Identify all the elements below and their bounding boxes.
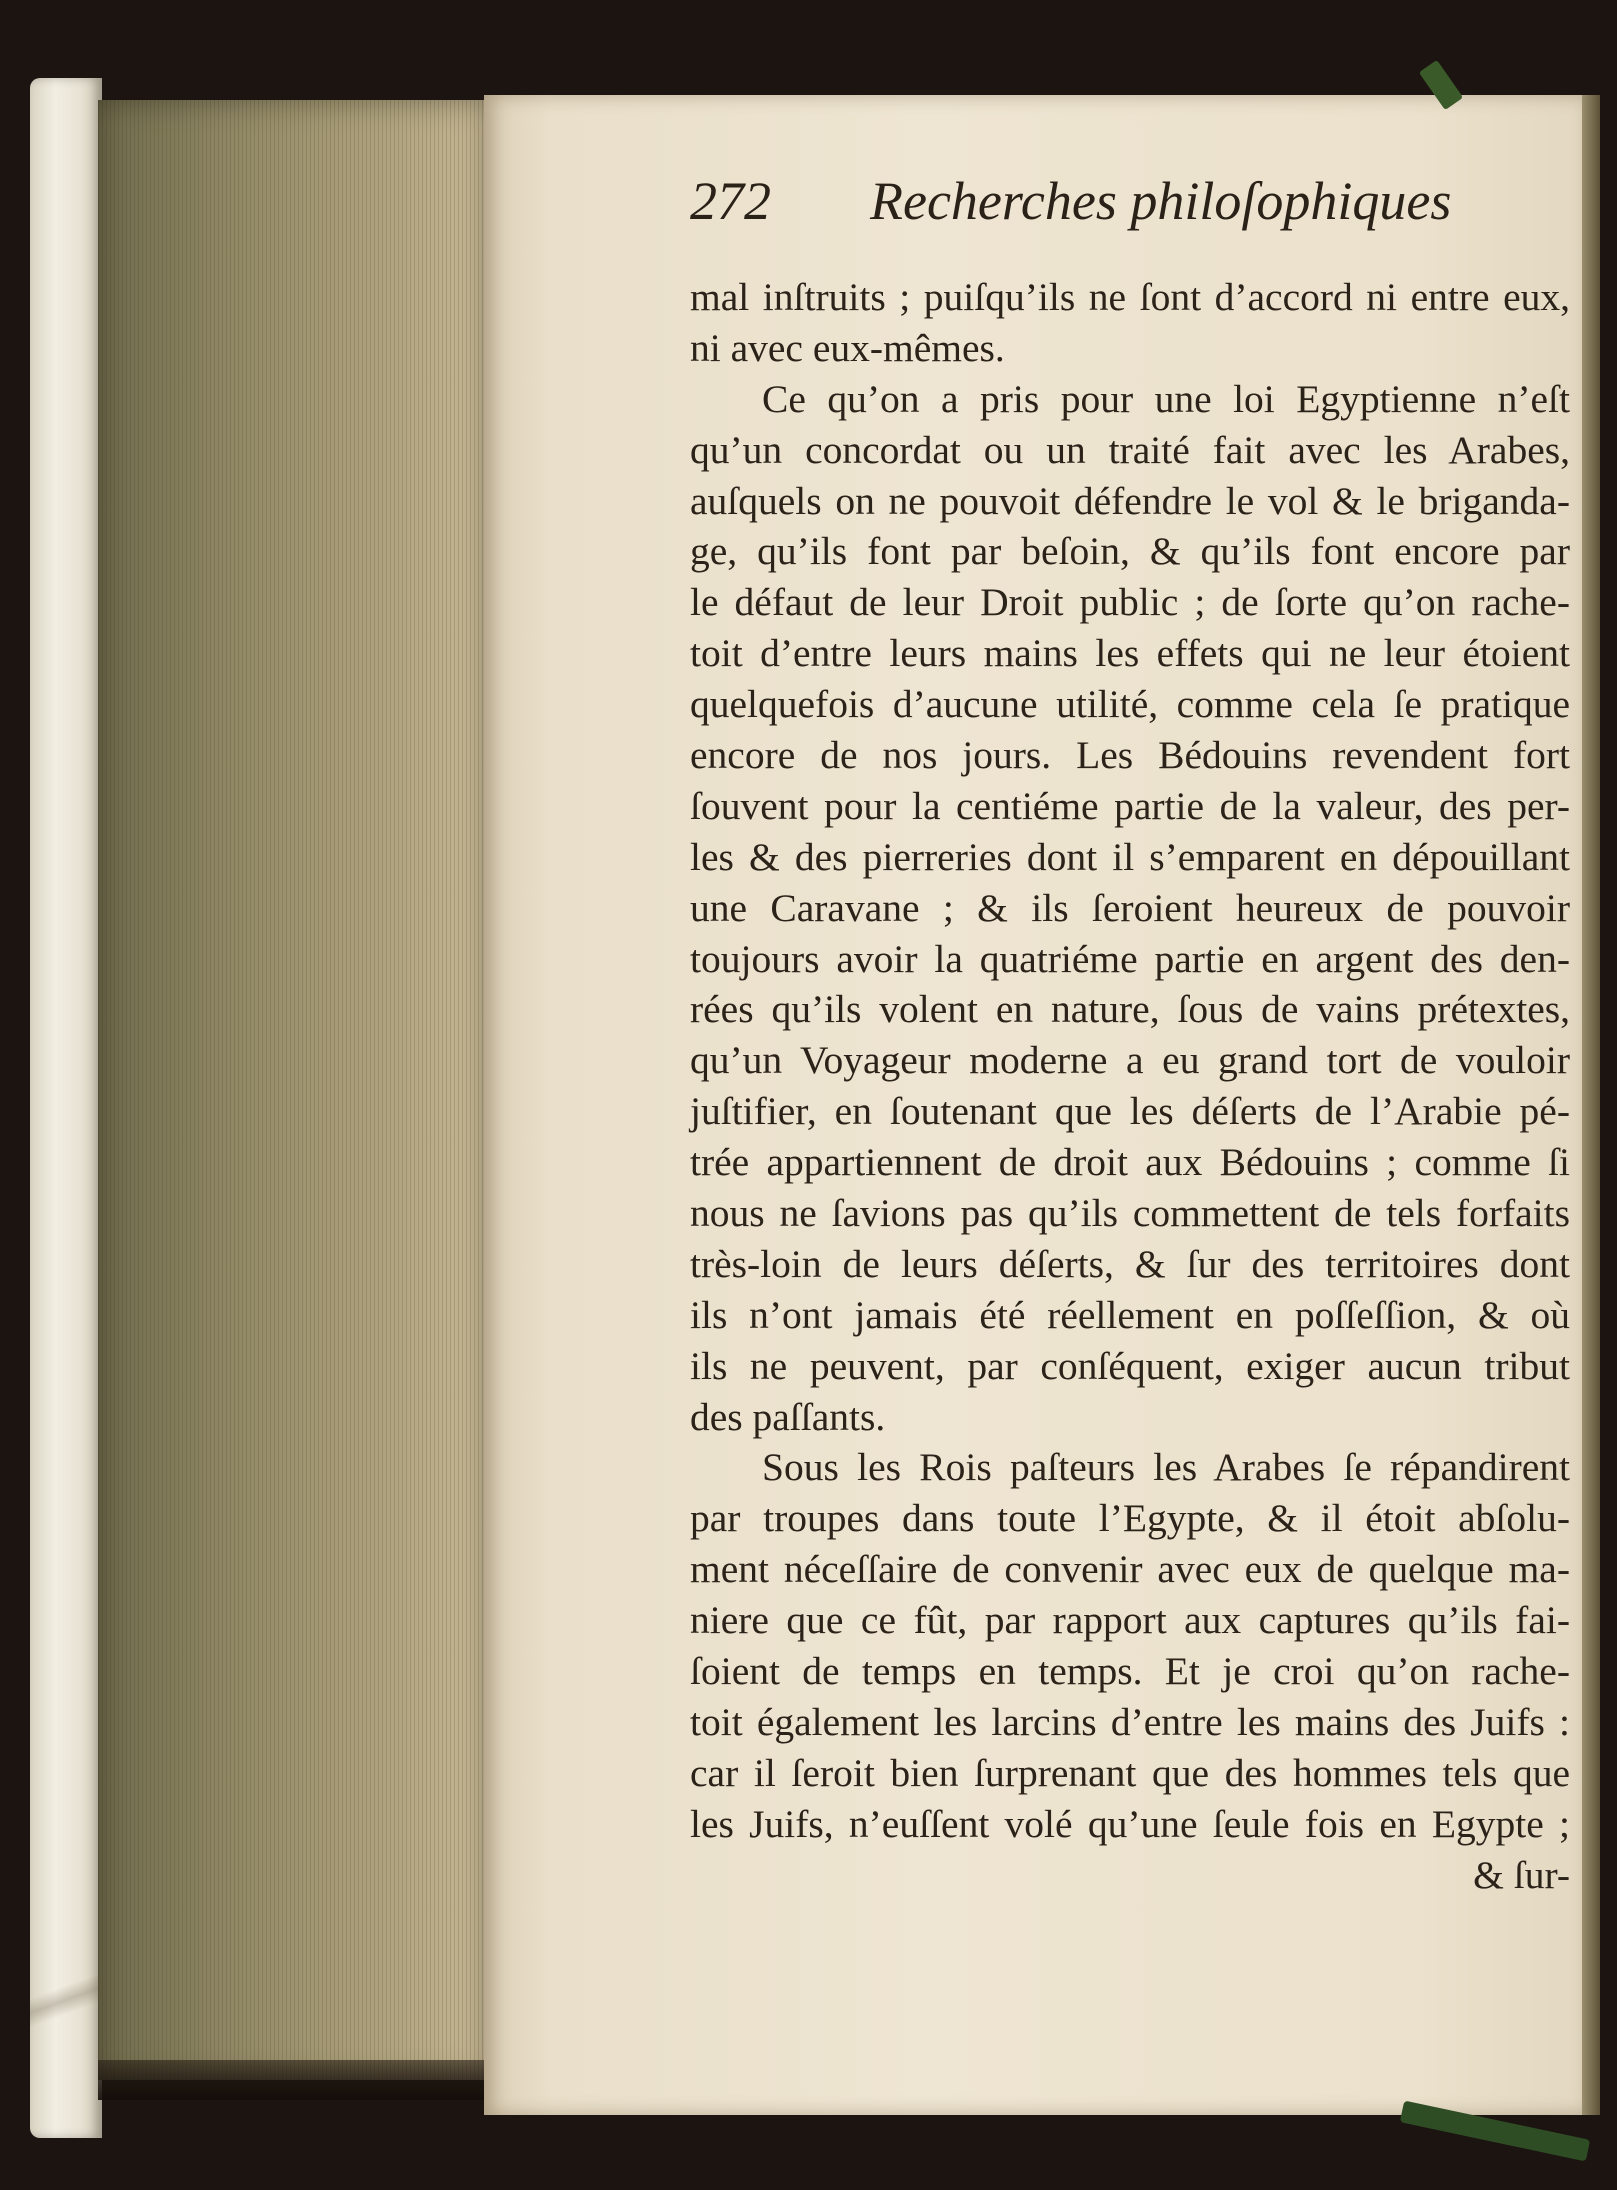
text-line: rées qu’ils volent en nature, ſous de vains prétextes, <box>690 987 1570 1032</box>
catchword: & ſur- <box>1473 1852 1570 1897</box>
text-line: ſouvent pour la centiéme partie de la valeur, des per- <box>690 783 1570 828</box>
text-line: toit également les larcins d’entre les mains des Juifs : <box>690 1699 1570 1744</box>
text-line: des paſſants. <box>690 1394 886 1439</box>
text-line: qu’un concordat ou un traité fait avec les Arabes, <box>690 427 1570 472</box>
page-fore-edge <box>98 100 488 2080</box>
text-line: Ce qu’on a pris pour une loi Egyptienne n’eſt <box>762 376 1570 421</box>
page-number: 272 <box>690 171 771 231</box>
vellum-binding <box>30 78 102 2138</box>
text-line: les Juifs, n’euſſent volé qu’une ſeule fois en Egypte ; <box>690 1801 1570 1846</box>
page-right-edge <box>1582 95 1600 2115</box>
text-line: très-loin de leurs déſerts, & ſur des territoires dont <box>690 1241 1570 1286</box>
text-line: toujours avoir la quatriéme partie en argent des den- <box>690 936 1570 981</box>
text-line: toit d’entre leurs mains les effets qui ne leur étoient <box>690 631 1570 676</box>
text-line: par troupes dans toute l’Egypte, & il étoit abſolu- <box>690 1496 1570 1541</box>
text-line: trée appartiennent de droit aux Bédouins ; comme ſi <box>690 1140 1570 1185</box>
fore-edge-shadow <box>98 2060 488 2100</box>
text-line: ge, qu’ils font par beſoin, & qu’ils font encore par <box>690 529 1570 574</box>
text-line: juſtifier, en ſoutenant que les déſerts de l’Arabie pé- <box>690 1089 1570 1134</box>
text-line: qu’un Voyageur moderne a eu grand tort de vouloir <box>690 1038 1570 1083</box>
text-line: Sous les Rois paſteurs les Arabes ſe répandirent <box>762 1445 1570 1490</box>
running-title: Recherches philoſophiques <box>870 171 1452 231</box>
text-line: ils n’ont jamais été réellement en poſſeſſion, & où <box>690 1292 1570 1337</box>
text-line: les & des pierreries dont il s’emparent en dépouillant <box>690 834 1570 879</box>
binding-fold <box>30 1940 102 2060</box>
text-line: une Caravane ; & ils ſeroient heureux de pouvoir <box>690 885 1570 930</box>
text-line: le défaut de leur Droit public ; de ſorte qu’on rache- <box>690 580 1570 625</box>
text-line: ni avec eux-mêmes. <box>690 325 1005 370</box>
text-line: car il ſeroit bien ſurprenant que des hommes tels que <box>690 1750 1570 1795</box>
text-line: ment néceſſaire de convenir avec eux de quelque ma- <box>690 1547 1570 1592</box>
text-line: mal inſtruits ; puiſqu’ils ne ſont d’accord ni entre eux, <box>690 275 1570 319</box>
page-header <box>690 170 1450 250</box>
text-line: ſoient de temps en temps. Et je croi qu’on rache- <box>690 1649 1570 1694</box>
text-line: ils ne peuvent, par conſéquent, exiger aucun tribut <box>690 1343 1570 1388</box>
text-line: nous ne ſavions pas qu’ils commettent de tels forfaits <box>690 1191 1570 1236</box>
text-line: niere que ce fût, par rapport aux captures qu’ils fai- <box>690 1598 1570 1643</box>
text-line: auſquels on ne pouvoit défendre le vol & le briganda- <box>690 478 1570 523</box>
text-line: encore de nos jours. Les Bédouins revendent fort <box>690 733 1570 778</box>
text-line: quelquefois d’aucune utilité, comme cela ſe pratique <box>690 682 1570 727</box>
body-text <box>690 272 1570 1901</box>
